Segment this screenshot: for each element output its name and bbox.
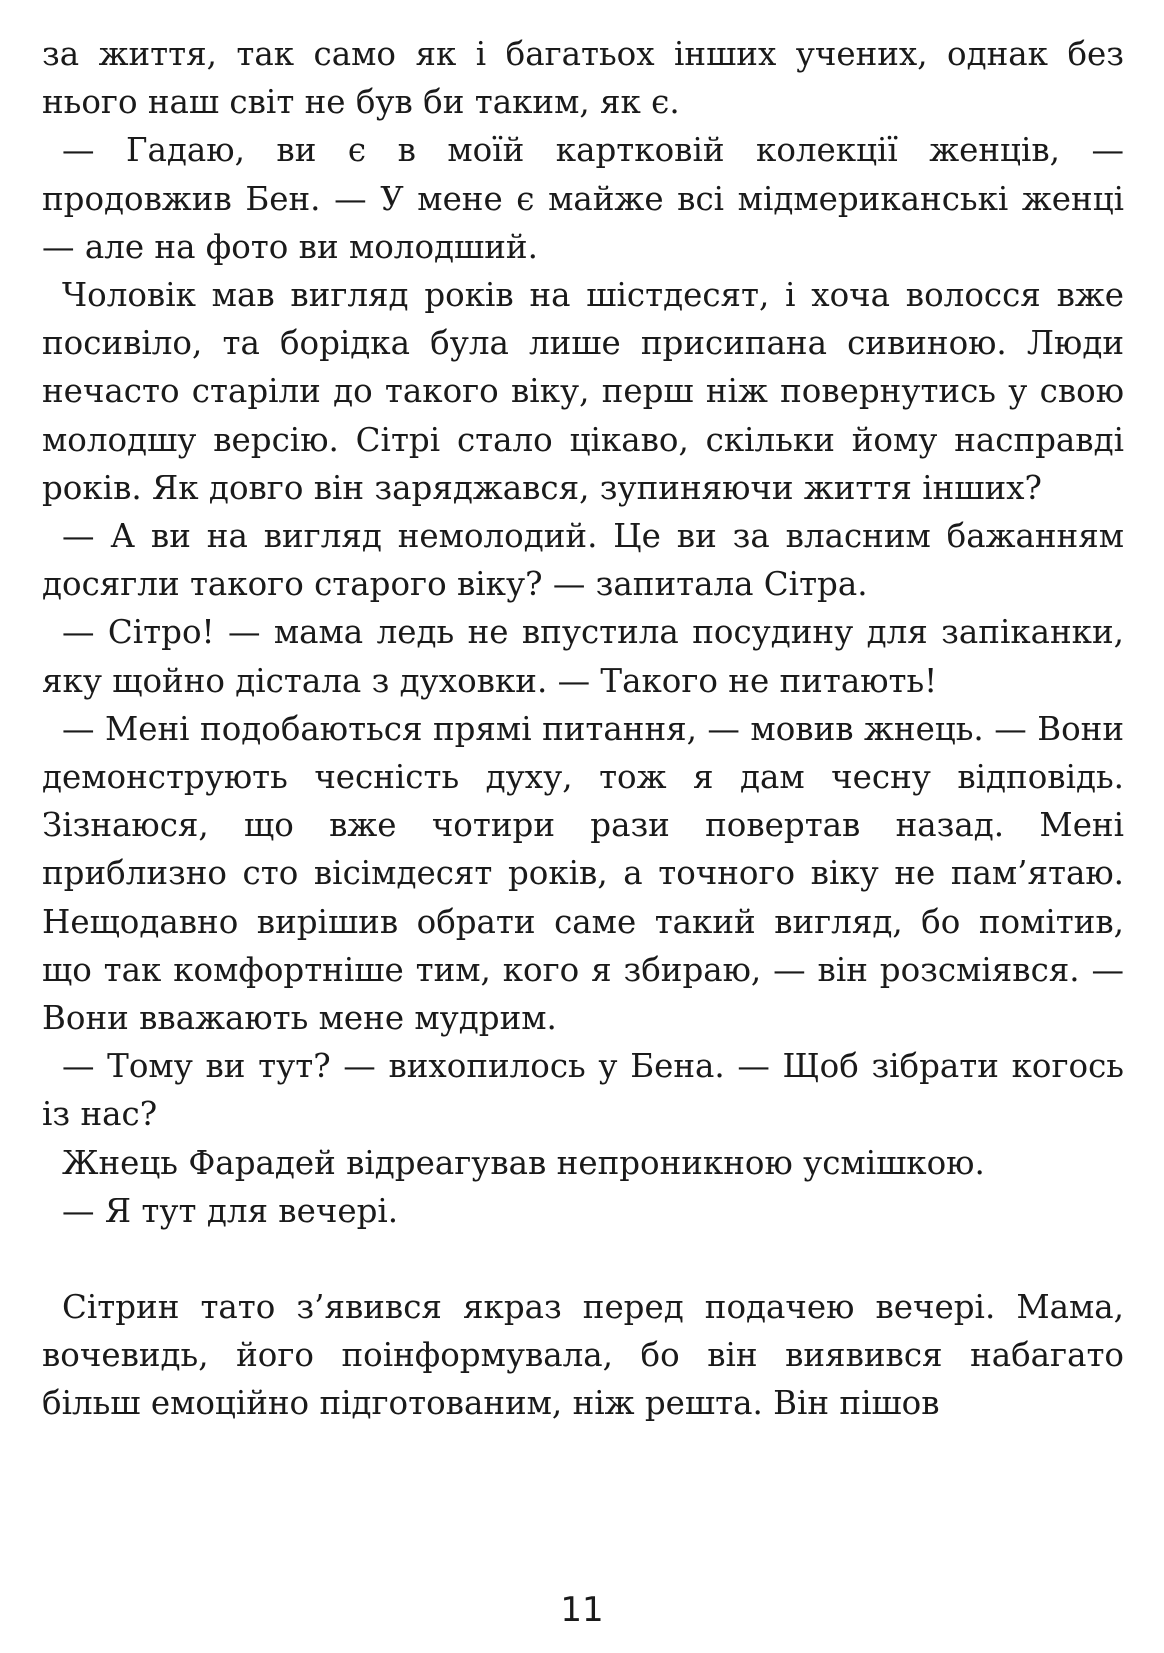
paragraph-mother-reaction: — Сітро! — мама ледь не впустила посудину для запіканки, яку щойно дістала з духовки. — Такого не питають!: [42, 613, 1124, 700]
scene-break: [42, 1235, 1124, 1283]
paragraph-continuation: за життя, так само як і багатьох інших учених, однак без нього наш світ не був би таким, як є.: [42, 35, 1124, 122]
paragraph-description: Чоловік мав вигляд років на шістдесят, і хоча волосся вже посивіло, та борідка була лише присипана сивиною. Люди нечасто старіли до такого віку, перш ніж повернутись у свою молодшу версію. Сітрі стало цікаво, скільки йому насправді років. Як довго він заряджався, зупиняючи життя інших?: [42, 276, 1124, 507]
paragraph-dinner-line: — Я тут для вечері.: [62, 1191, 399, 1230]
page-body: [42, 30, 1124, 1428]
paragraph-citra-question: — А ви на вигляд немолодий. Це ви за власним бажанням досягли такого старого віку? — запитала Сітра.: [42, 517, 1124, 604]
page-number: 11: [560, 1590, 604, 1630]
paragraph-scythe-answer: — Мені подобаються прямі питання, — мовив жнець. — Вони демонструють чесність духу, тож я дам чесну відповідь. Зізнаюся, що вже чотири рази повертав назад. Мені приблизно сто вісімдесят років, а точного віку не пам’ятаю. Нещодавно вирішив обрати саме такий вигляд, бо помітив, що так комфортніше тим, кого я збираю, — він розсміявся. — Вони вважають мене мудрим.: [42, 709, 1124, 1038]
paragraph-father-arrives: Сітрин тато з’явився якраз перед подачею вечері. Мама, вочевидь, його поінформувала, бо він виявився набагато більш емоційно підготованим, ніж решта. Він пішов: [42, 1288, 1124, 1423]
paragraph-ben-dialogue: — Гадаю, ви є в моїй картковій колекції женців, — продовжив Бен. — У мене є майже всі мідмериканські женці — але на фото ви молодший.: [42, 131, 1124, 266]
paragraph-faraday-smile: Жнець Фарадей відреагував непроникною усмішкою.: [62, 1143, 985, 1182]
paragraph-ben-question: — Тому ви тут? — вихопилось у Бена. — Щоб зібрати когось із нас?: [42, 1047, 1124, 1134]
